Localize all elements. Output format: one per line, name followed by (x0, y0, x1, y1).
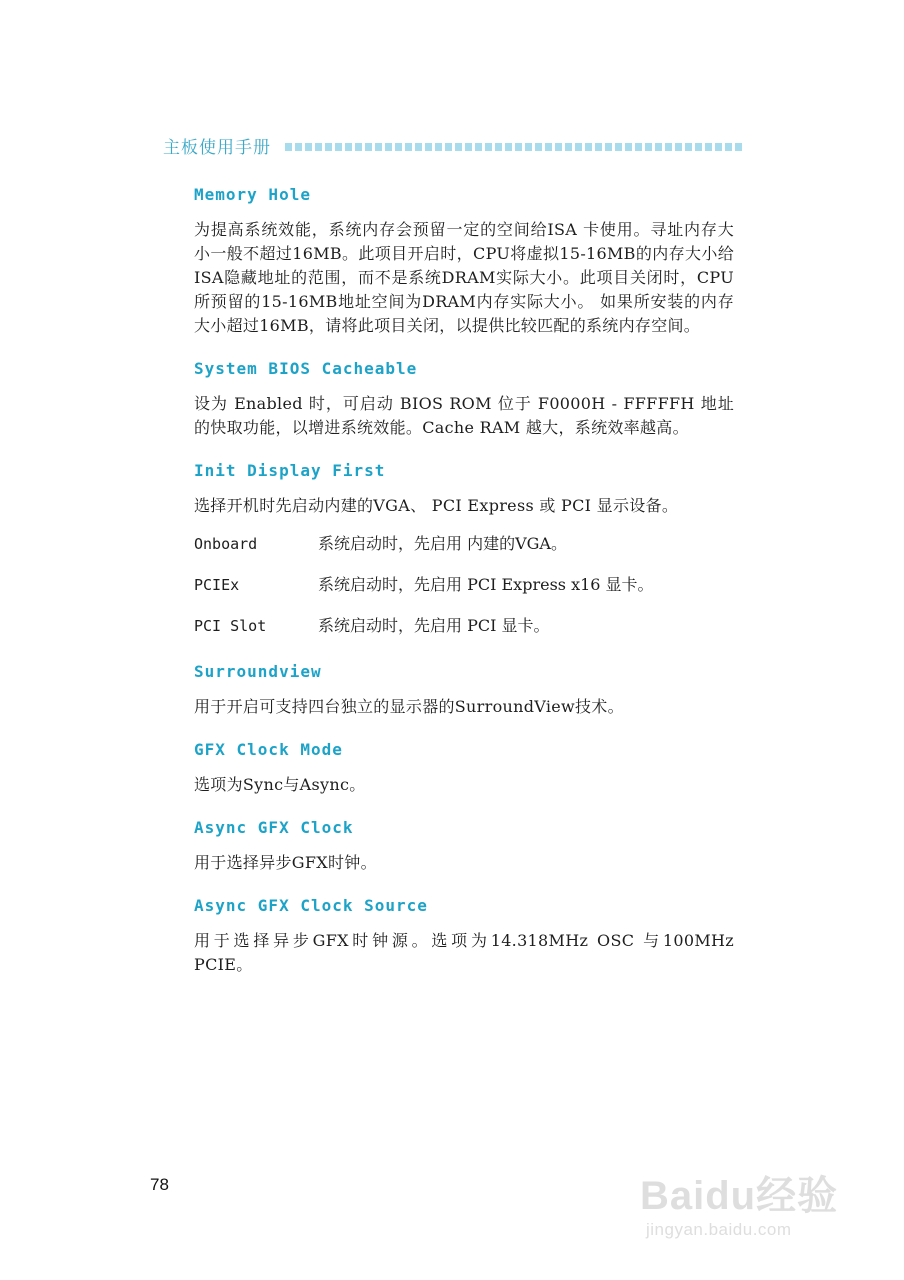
heading-memory-hole: Memory Hole (194, 185, 311, 204)
heading-system-bios-cacheable: System BIOS Cacheable (194, 359, 418, 378)
option-name: PCIEx (194, 576, 240, 594)
text-surroundview: 用于开启可支持四台独立的显示器的SurroundView技术。 (194, 697, 624, 716)
text-init-display-first: 选择开机时先启动内建的VGA、 PCI Express 或 PCI 显示设备。 (194, 496, 679, 515)
option-name: PCI Slot (194, 617, 267, 635)
baidu-logo: Baidu经验 (640, 1174, 839, 1218)
option-name: Onboard (194, 535, 258, 553)
text-async-gfx-clock: 用于选择异步GFX时钟。 (194, 853, 377, 872)
heading-init-display-first: Init Display First (194, 461, 386, 480)
text-gfx-clock-mode: 选项为Sync与Async。 (194, 775, 366, 794)
header-title: 主板使用手册 (163, 137, 271, 158)
option-desc: 系统启动时，先启用 PCI 显卡。 (318, 616, 550, 635)
option-row (194, 614, 734, 638)
text-async-gfx-clock-source: 用于选择异步GFX时钟源。选项为14.318MHz OSC 与100MHz PCIE。 (194, 931, 734, 974)
baidu-watermark (640, 1150, 870, 1260)
running-header (163, 130, 743, 160)
page-content (194, 178, 734, 991)
heading-async-gfx-clock-source: Async GFX Clock Source (194, 896, 428, 915)
watermark-url: jingyan.baidu.com (646, 1220, 792, 1239)
page-number: 78 (150, 1175, 169, 1194)
header-dotted-rule (285, 143, 743, 151)
heading-surroundview: Surroundview (194, 662, 322, 681)
option-row (194, 532, 734, 556)
heading-gfx-clock-mode: GFX Clock Mode (194, 740, 343, 759)
option-desc: 系统启动时，先启用 PCI Express x16 显卡。 (318, 575, 654, 594)
text-system-bios-cacheable: 设为 Enabled 时，可启动 BIOS ROM 位于 F0000H - FFFFFH 地址的快取功能，以增进系统效能。Cache RAM 越大，系统效率越高。 (194, 394, 734, 437)
text-memory-hole: 为提高系统效能，系统内存会预留一定的空间给ISA 卡使用。寻址内存大小一般不超过16MB。此项目开启时，CPU将虚拟15-16MB的内存大小给ISA隐藏地址的范围，而不是系统DRAM实际大小。此项目关闭时，CPU所预留的15-16MB地址空间为DRAM内存实际大小。 如果所安装的内存大小超过16MB，请将此项目关闭，以提供比较匹配的系统内存空间。 (194, 220, 734, 335)
option-desc: 系统启动时，先启用 内建的VGA。 (318, 534, 567, 553)
option-row (194, 573, 734, 597)
heading-async-gfx-clock: Async GFX Clock (194, 818, 354, 837)
